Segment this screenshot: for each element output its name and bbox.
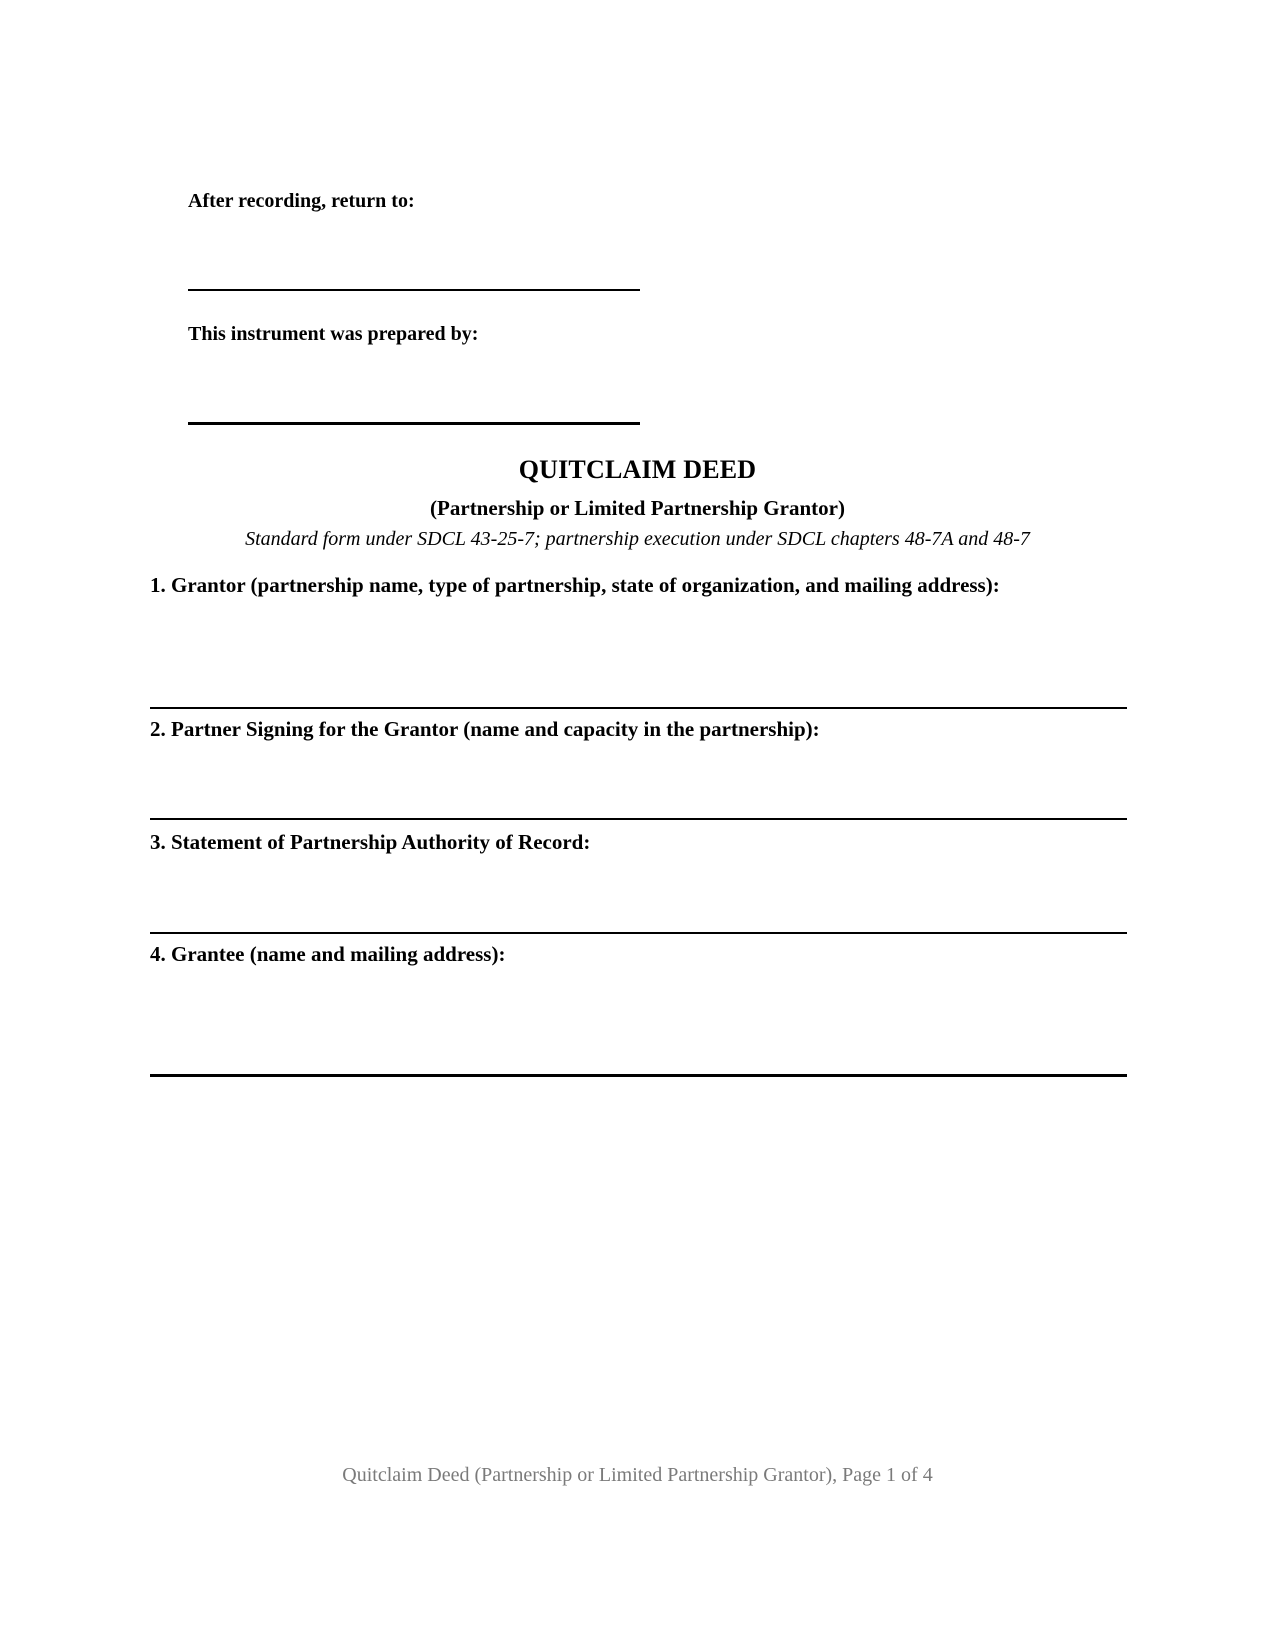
page-title: QUITCLAIM DEED [518, 455, 757, 484]
section-grantee-line[interactable] [150, 1074, 1127, 1077]
page-subtitle: (Partnership or Limited Partnership Grantor) [430, 496, 845, 520]
section-signing-partner-line[interactable] [150, 818, 1127, 820]
section-authority-statement-label: 3. Statement of Partnership Authority of Record: [150, 830, 591, 854]
section-grantor-line[interactable] [150, 707, 1127, 709]
prepared-by-line[interactable] [188, 422, 640, 425]
section-signing-partner-label: 2. Partner Signing for the Grantor (name and capacity in the partnership): [150, 717, 820, 741]
return-to-line[interactable] [188, 289, 640, 291]
page-footer: Quitclaim Deed (Partnership or Limited Partnership Grantor), Page 1 of 4 [342, 1464, 933, 1486]
return-to-label: After recording, return to: [188, 190, 415, 212]
section-grantee-label: 4. Grantee (name and mailing address): [150, 942, 506, 966]
section-grantor-label: 1. Grantor (partnership name, type of partnership, state of organization, and mailing address): [150, 573, 1000, 597]
statutory-authority: Standard form under SDCL 43-25-7; partnership execution under SDCL chapters 48-7A and 48-7 [245, 528, 1030, 550]
section-authority-statement-line[interactable] [150, 932, 1127, 934]
prepared-by-label: This instrument was prepared by: [188, 323, 479, 345]
